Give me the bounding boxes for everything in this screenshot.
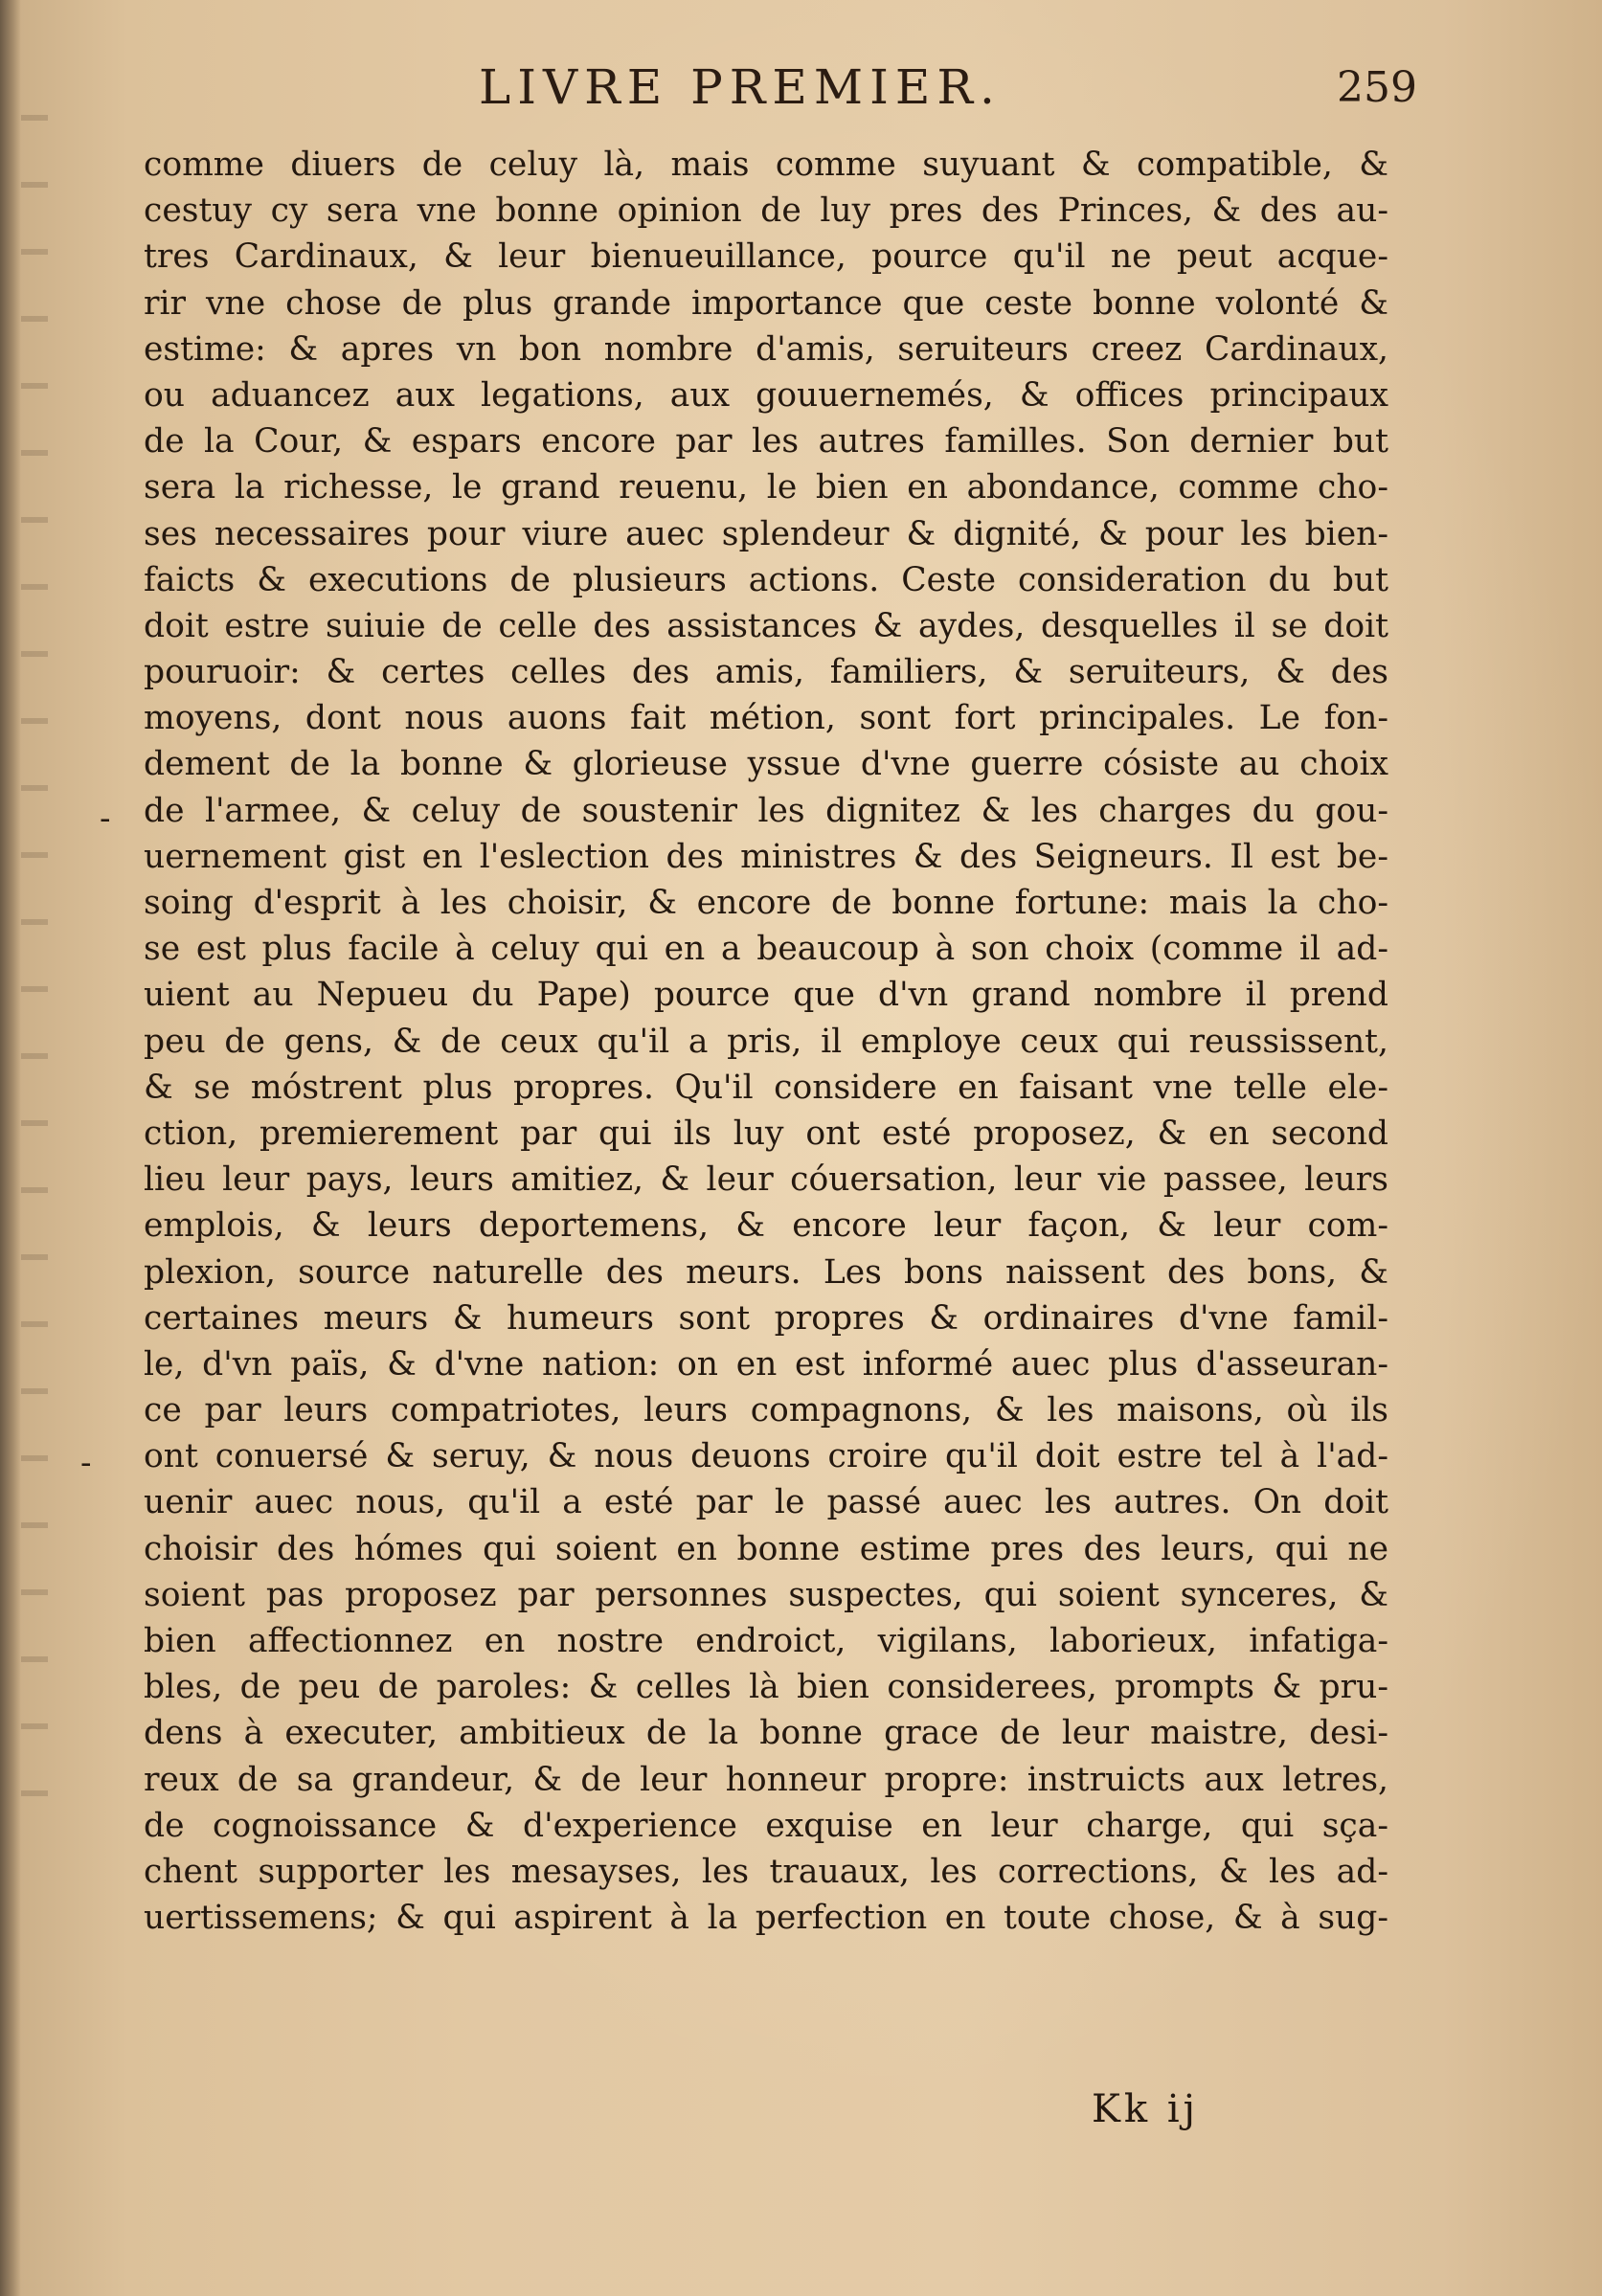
text-line: sera la richesse, le grand reuenu, le bien en abondance, comme cho- — [144, 468, 1388, 507]
text-line: de cognoissance & d'experience exquise en leur charge, qui sça- — [144, 1806, 1388, 1845]
text-line: faicts & executions de plusieurs actions. Ceste consideration du but — [144, 560, 1388, 599]
text-line: soing d'esprit à les choisir, & encore de bonne fortune: mais la cho- — [144, 884, 1388, 922]
text-line: dens à executer, ambitieux de la bonne grace de leur maistre, desi- — [144, 1714, 1388, 1753]
text-line: bles, de peu de paroles: & celles là bien considerees, prompts & pru- — [144, 1668, 1388, 1707]
text-line: chent supporter les mesayses, les trauaux, les corrections, & les ad- — [144, 1852, 1388, 1891]
text-line: plexion, source naturelle des meurs. Les bons naissent des bons, & — [144, 1252, 1388, 1292]
text-line: peu de gens, & de ceux qu'il a pris, il employe ceux qui reussissent, — [144, 1022, 1388, 1061]
text-line: se est plus facile à celuy qui en a beaucoup à son choix (comme il ad- — [144, 930, 1388, 969]
text-line: lieu leur pays, leurs amitiez, & leur cóuersation, leur vie passee, leurs — [144, 1160, 1388, 1200]
text-line: cestuy cy sera vne bonne opinion de luy pres des Princes, & des au- — [144, 191, 1388, 231]
text-line: uertissemens; & qui aspirent à la perfection en toute chose, & à sug- — [144, 1899, 1388, 1938]
text-line: doit estre suiuie de celle des assistances & aydes, desquelles il se doit — [144, 606, 1388, 645]
text-line: & se móstrent plus propres. Qu'il considere en faisant vne telle ele- — [144, 1068, 1388, 1107]
text-line: ont conuersé & seruy, & nous deuons croire qu'il doit estre tel à l'ad- — [144, 1437, 1388, 1476]
text-line: dement de la bonne & glorieuse yssue d'vne guerre cósiste au choix — [144, 745, 1388, 784]
text-line: certaines meurs & humeurs sont propres & ordinaires d'vne famil- — [144, 1298, 1388, 1338]
text-line: reux de sa grandeur, & de leur honneur propre: instruicts aux letres, — [144, 1760, 1388, 1799]
text-line: le, d'vn païs, & d'vne nation: on en est informé auec plus d'asseuran- — [144, 1344, 1388, 1384]
running-title: LIVRE PREMIER. — [479, 59, 1002, 115]
text-line: uient au Nepueu du Pape) pource que d'vn grand nombre il prend — [144, 976, 1388, 1015]
margin-dash: - — [80, 1444, 92, 1482]
text-line: de la Cour, & espars encore par les autres familles. Son dernier but — [144, 422, 1388, 461]
gutter-bleed-through — [21, 115, 48, 1838]
text-line: de l'armee, & celuy de soustenir les dignitez & les charges du gou- — [144, 791, 1388, 830]
text-line: tres Cardinaux, & leur bienueuillance, pource qu'il ne peut acque- — [144, 237, 1388, 277]
page-number: 259 — [1337, 63, 1417, 112]
text-line: uenir auec nous, qu'il a esté par le passé auec les autres. On doit — [144, 1483, 1388, 1522]
text-line: uernement gist en l'eslection des ministres & des Seigneurs. Il est be- — [144, 837, 1388, 876]
text-line: pouruoir: & certes celles des amis, familiers, & seruiteurs, & des — [144, 653, 1388, 692]
page-header — [402, 59, 1417, 136]
text-line: bien affectionnez en nostre endroict, vigilans, laborieux, infatiga- — [144, 1622, 1388, 1660]
text-line: soient pas proposez par personnes suspectes, qui soient synceres, & — [144, 1575, 1388, 1614]
text-line: rir vne chose de plus grande importance que ceste bonne volonté & — [144, 283, 1388, 323]
text-line: ce par leurs compatriotes, leurs compagnons, & les maisons, où ils — [144, 1391, 1388, 1430]
text-line: moyens, dont nous auons fait métion, sont fort principales. Le fon- — [144, 699, 1388, 738]
text-line: choisir des hómes qui soient en bonne estime pres des leurs, qui ne — [144, 1529, 1388, 1568]
margin-dash: - — [100, 799, 111, 838]
signature-mark: Kk ij — [1092, 2087, 1200, 2131]
text-line: estime: & apres vn bon nombre d'amis, seruiteurs creez Cardinaux, — [144, 329, 1388, 369]
text-line: ction, premierement par qui ils luy ont esté proposez, & en second — [144, 1114, 1388, 1153]
text-line: ses necessaires pour viure auec splendeur & dignité, & pour les bien- — [144, 514, 1388, 553]
body-text — [144, 142, 1388, 1941]
text-line: comme diuers de celuy là, mais comme suyuant & compatible, & — [144, 146, 1388, 184]
text-line: ou aduancez aux legations, aux gouuernemés, & offices principaux — [144, 375, 1388, 415]
text-line: emplois, & leurs deportemens, & encore leur façon, & leur com- — [144, 1206, 1388, 1246]
